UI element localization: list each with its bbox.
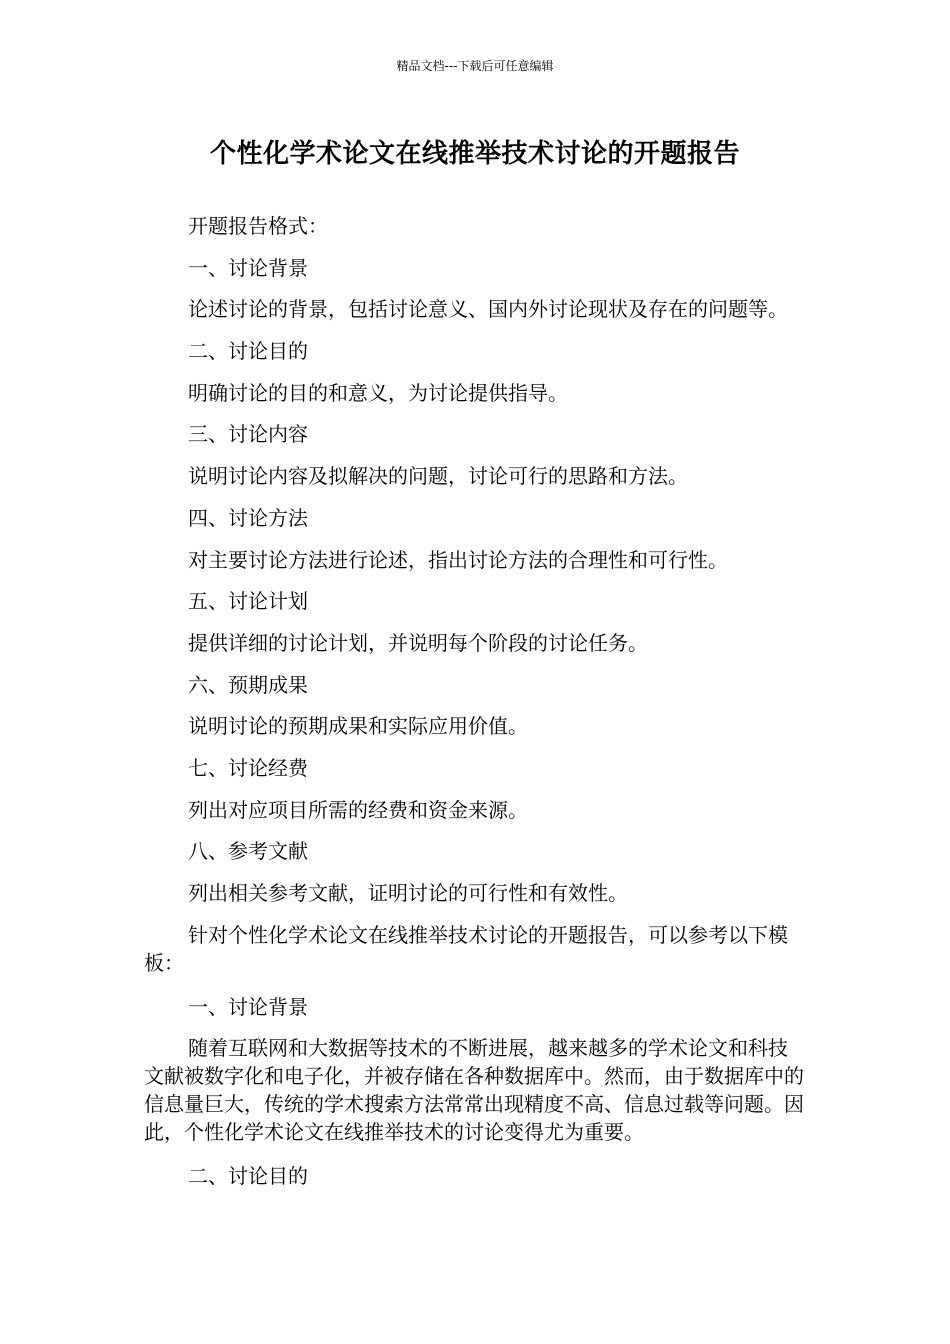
section-text-references: 列出相关参考文献，证明讨论的可行性和有效性。 <box>188 881 628 905</box>
template-text-background: 随着互联网和大数据等技术的不断进展，越来越多的学术论文和科技文献被数字化和电子化，并被存储在各种数据库中。然而，由于数据库中的信息量巨大，传统的学术搜索方法常常出现精度不高、信息过载等问题。因此，个性化学术论文在线推举技术的讨论变得尤为重要。 <box>144 1036 804 1145</box>
section-heading-funding: 七、讨论经费 <box>188 755 308 780</box>
template-heading-background: 一、讨论背景 <box>188 994 308 1019</box>
document-body <box>144 212 804 1204</box>
section-heading-plan: 五、讨论计划 <box>188 589 308 614</box>
section-text-method: 对主要讨论方法进行论述，指出讨论方法的合理性和可行性。 <box>188 547 728 572</box>
section-text-funding: 列出对应项目所需的经费和资金来源。 <box>188 797 528 822</box>
section-text-background: 论述讨论的背景，包括讨论意义、国内外讨论现状及存在的问题等。 <box>188 297 788 322</box>
section-text-plan: 提供详细的讨论计划，并说明每个阶段的讨论任务。 <box>188 630 648 655</box>
section-heading-purpose: 二、讨论目的 <box>188 339 308 364</box>
section-text-content: 说明讨论内容及拟解决的问题，讨论可行的思路和方法。 <box>188 464 688 489</box>
format-intro: 开题报告格式： <box>188 214 328 238</box>
section-heading-method: 四、讨论方法 <box>188 505 308 530</box>
page-header: 精品文档---下载后可任意编辑 <box>396 59 554 73</box>
document-title: 个性化学术论文在线推举技术讨论的开题报告 <box>209 139 740 169</box>
template-intro: 针对个性化学术论文在线推举技术讨论的开题报告，可以参考以下模板： <box>144 922 788 975</box>
section-heading-content: 三、讨论内容 <box>188 422 308 447</box>
section-heading-results: 六、预期成果 <box>188 672 308 697</box>
section-heading-background: 一、讨论背景 <box>188 255 308 280</box>
section-heading-references: 八、参考文献 <box>188 839 308 864</box>
section-text-results: 说明讨论的预期成果和实际应用价值。 <box>188 714 528 739</box>
template-heading-purpose: 二、讨论目的 <box>188 1164 308 1189</box>
section-text-purpose: 明确讨论的目的和意义，为讨论提供指导。 <box>188 380 568 405</box>
